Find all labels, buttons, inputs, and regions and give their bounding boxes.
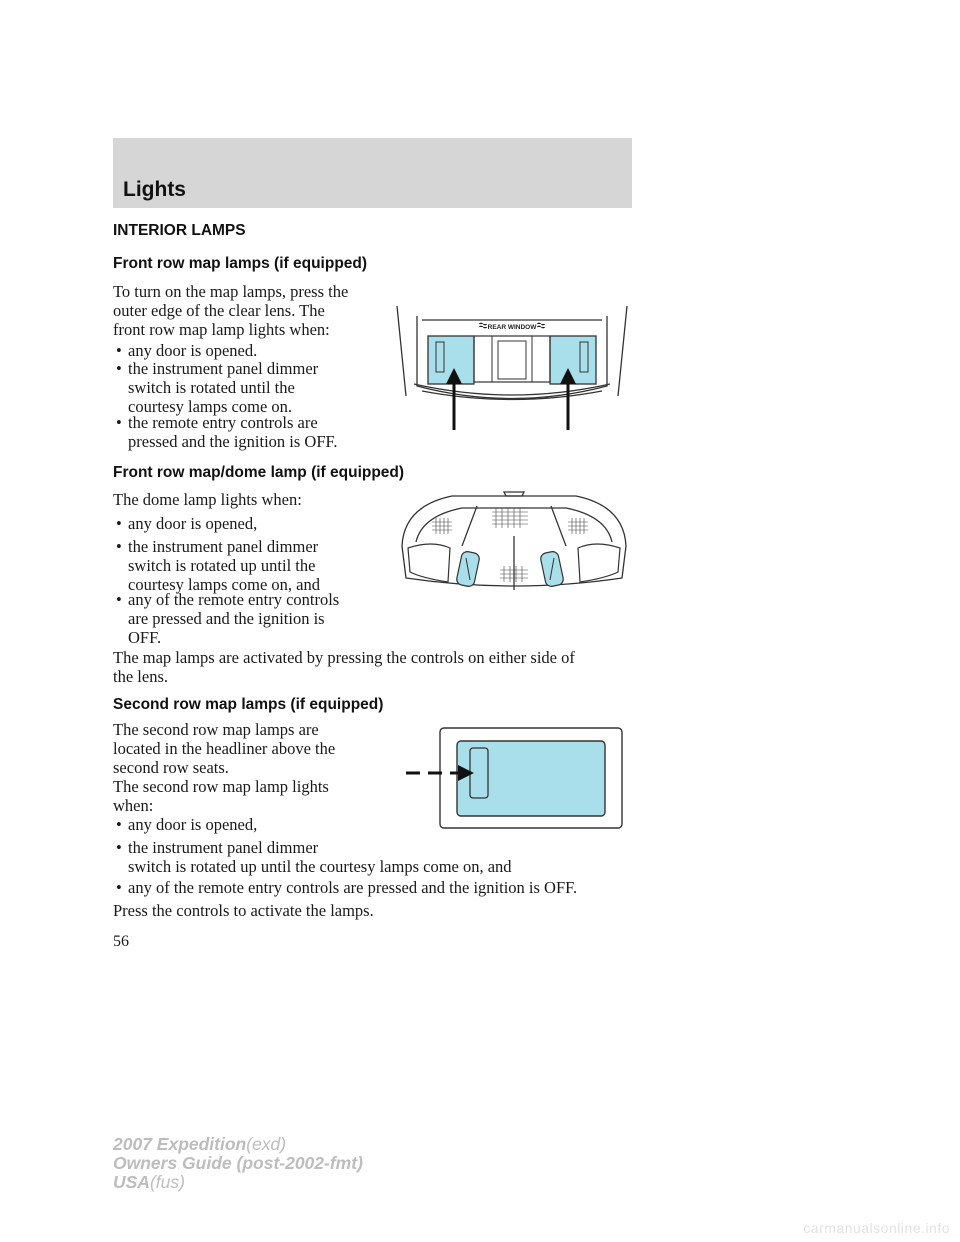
right-map-lens (550, 336, 596, 384)
text-line: To turn on the map lamps, press the (113, 282, 349, 301)
front-map-lamps-figure (392, 296, 632, 436)
text-line: the lens. (113, 667, 168, 686)
front-map-intro (113, 282, 393, 339)
dome-lamp-figure (392, 486, 636, 598)
map-lamp-switch (540, 551, 565, 588)
footer-region-code: (fus) (149, 1172, 185, 1192)
main-heading: INTERIOR LAMPS (113, 222, 246, 239)
text-line: switch is rotated up until the courtesy lamps come on, and (128, 857, 512, 876)
second-row-lens (457, 741, 605, 816)
bullet-dot: • (116, 815, 122, 834)
bullet-dot: • (116, 838, 122, 857)
bullet-dot: • (116, 514, 122, 533)
text-line: the remote entry controls are (128, 413, 318, 432)
second-row-heading: Second row map lamps (if equipped) (113, 696, 384, 713)
text-line: OFF. (128, 628, 162, 647)
front-dome-bullet (116, 537, 320, 594)
text-line: the instrument panel dimmer (128, 838, 319, 857)
front-dome-intro: The dome lamp lights when: (113, 490, 302, 509)
footer-line (113, 1173, 363, 1192)
second-row-bullet (116, 878, 578, 897)
second-row-p1 (113, 720, 335, 777)
text-line: any of the remote entry controls are pressed and the ignition is OFF. (128, 878, 578, 897)
front-map-bullet (116, 359, 319, 416)
document-footer (113, 1135, 363, 1192)
section-title: Lights (123, 178, 186, 201)
footer-guide: Owners Guide (post-2002-fmt) (113, 1153, 363, 1173)
text-line: switch is rotated up until the (128, 556, 316, 575)
lens-texture (432, 508, 588, 582)
footer-line (113, 1154, 363, 1173)
front-dome-heading: Front row map/dome lamp (if equipped) (113, 464, 405, 481)
second-row-lamp-figure (404, 726, 626, 830)
front-dome-note (113, 648, 633, 686)
front-map-heading: Front row map lamps (if equipped) (113, 255, 368, 272)
text-line: courtesy lamps come on, and (128, 575, 320, 594)
front-map-bullet (116, 341, 258, 360)
bullet-dot: • (116, 413, 122, 432)
second-row-bullet (116, 838, 512, 876)
left-dome-lens (408, 544, 450, 582)
text-line: are pressed and the ignition is (128, 609, 325, 628)
footer-region: USA (113, 1172, 150, 1192)
text-line: any of the remote entry controls (128, 590, 340, 609)
right-dome-lens (578, 544, 620, 582)
text-line: The map lamps are activated by pressing the controls on either side of (113, 648, 575, 667)
front-dome-bullet (116, 514, 258, 533)
text-line: the instrument panel dimmer (128, 537, 319, 556)
footer-model-code: (exd) (246, 1134, 287, 1154)
text-line: any door is opened, (128, 815, 258, 834)
bullet-dot: • (116, 341, 122, 360)
text-line: outer edge of the clear lens. The (113, 301, 325, 320)
text-line: located in the headliner above the (113, 739, 336, 758)
bullet-dot: • (116, 590, 122, 609)
map-lamp-switch (456, 551, 481, 588)
front-dome-bullet (116, 590, 340, 647)
rear-window-label: REAR WINDOW (487, 324, 537, 331)
page-number: 56 (113, 933, 129, 950)
section-header-band (113, 138, 632, 208)
bullet-dot: • (116, 359, 122, 378)
watermark: carmanualsonline.info (803, 1220, 950, 1236)
text-line: when: (113, 796, 154, 815)
text-line: pressed and the ignition is OFF. (128, 432, 338, 451)
second-row-closing: Press the controls to activate the lamps. (113, 901, 374, 920)
text-line: any door is opened. (128, 341, 258, 360)
text-line: switch is rotated until the (128, 378, 295, 397)
text-line: any door is opened, (128, 514, 258, 533)
text-line: The second row map lamps are (113, 720, 319, 739)
front-map-bullet (116, 413, 338, 451)
text-line: second row seats. (113, 758, 229, 777)
text-line: the instrument panel dimmer (128, 359, 319, 378)
footer-line (113, 1135, 363, 1154)
bullet-dot: • (116, 878, 122, 897)
second-row-bullet (116, 815, 258, 834)
bullet-dot: • (116, 537, 122, 556)
second-row-p2 (113, 777, 329, 815)
footer-model: 2007 Expedition (113, 1134, 247, 1154)
text-line: front row map lamp lights when: (113, 320, 330, 339)
text-line: courtesy lamps come on. (128, 397, 293, 416)
text-line: The second row map lamp lights (113, 777, 329, 796)
